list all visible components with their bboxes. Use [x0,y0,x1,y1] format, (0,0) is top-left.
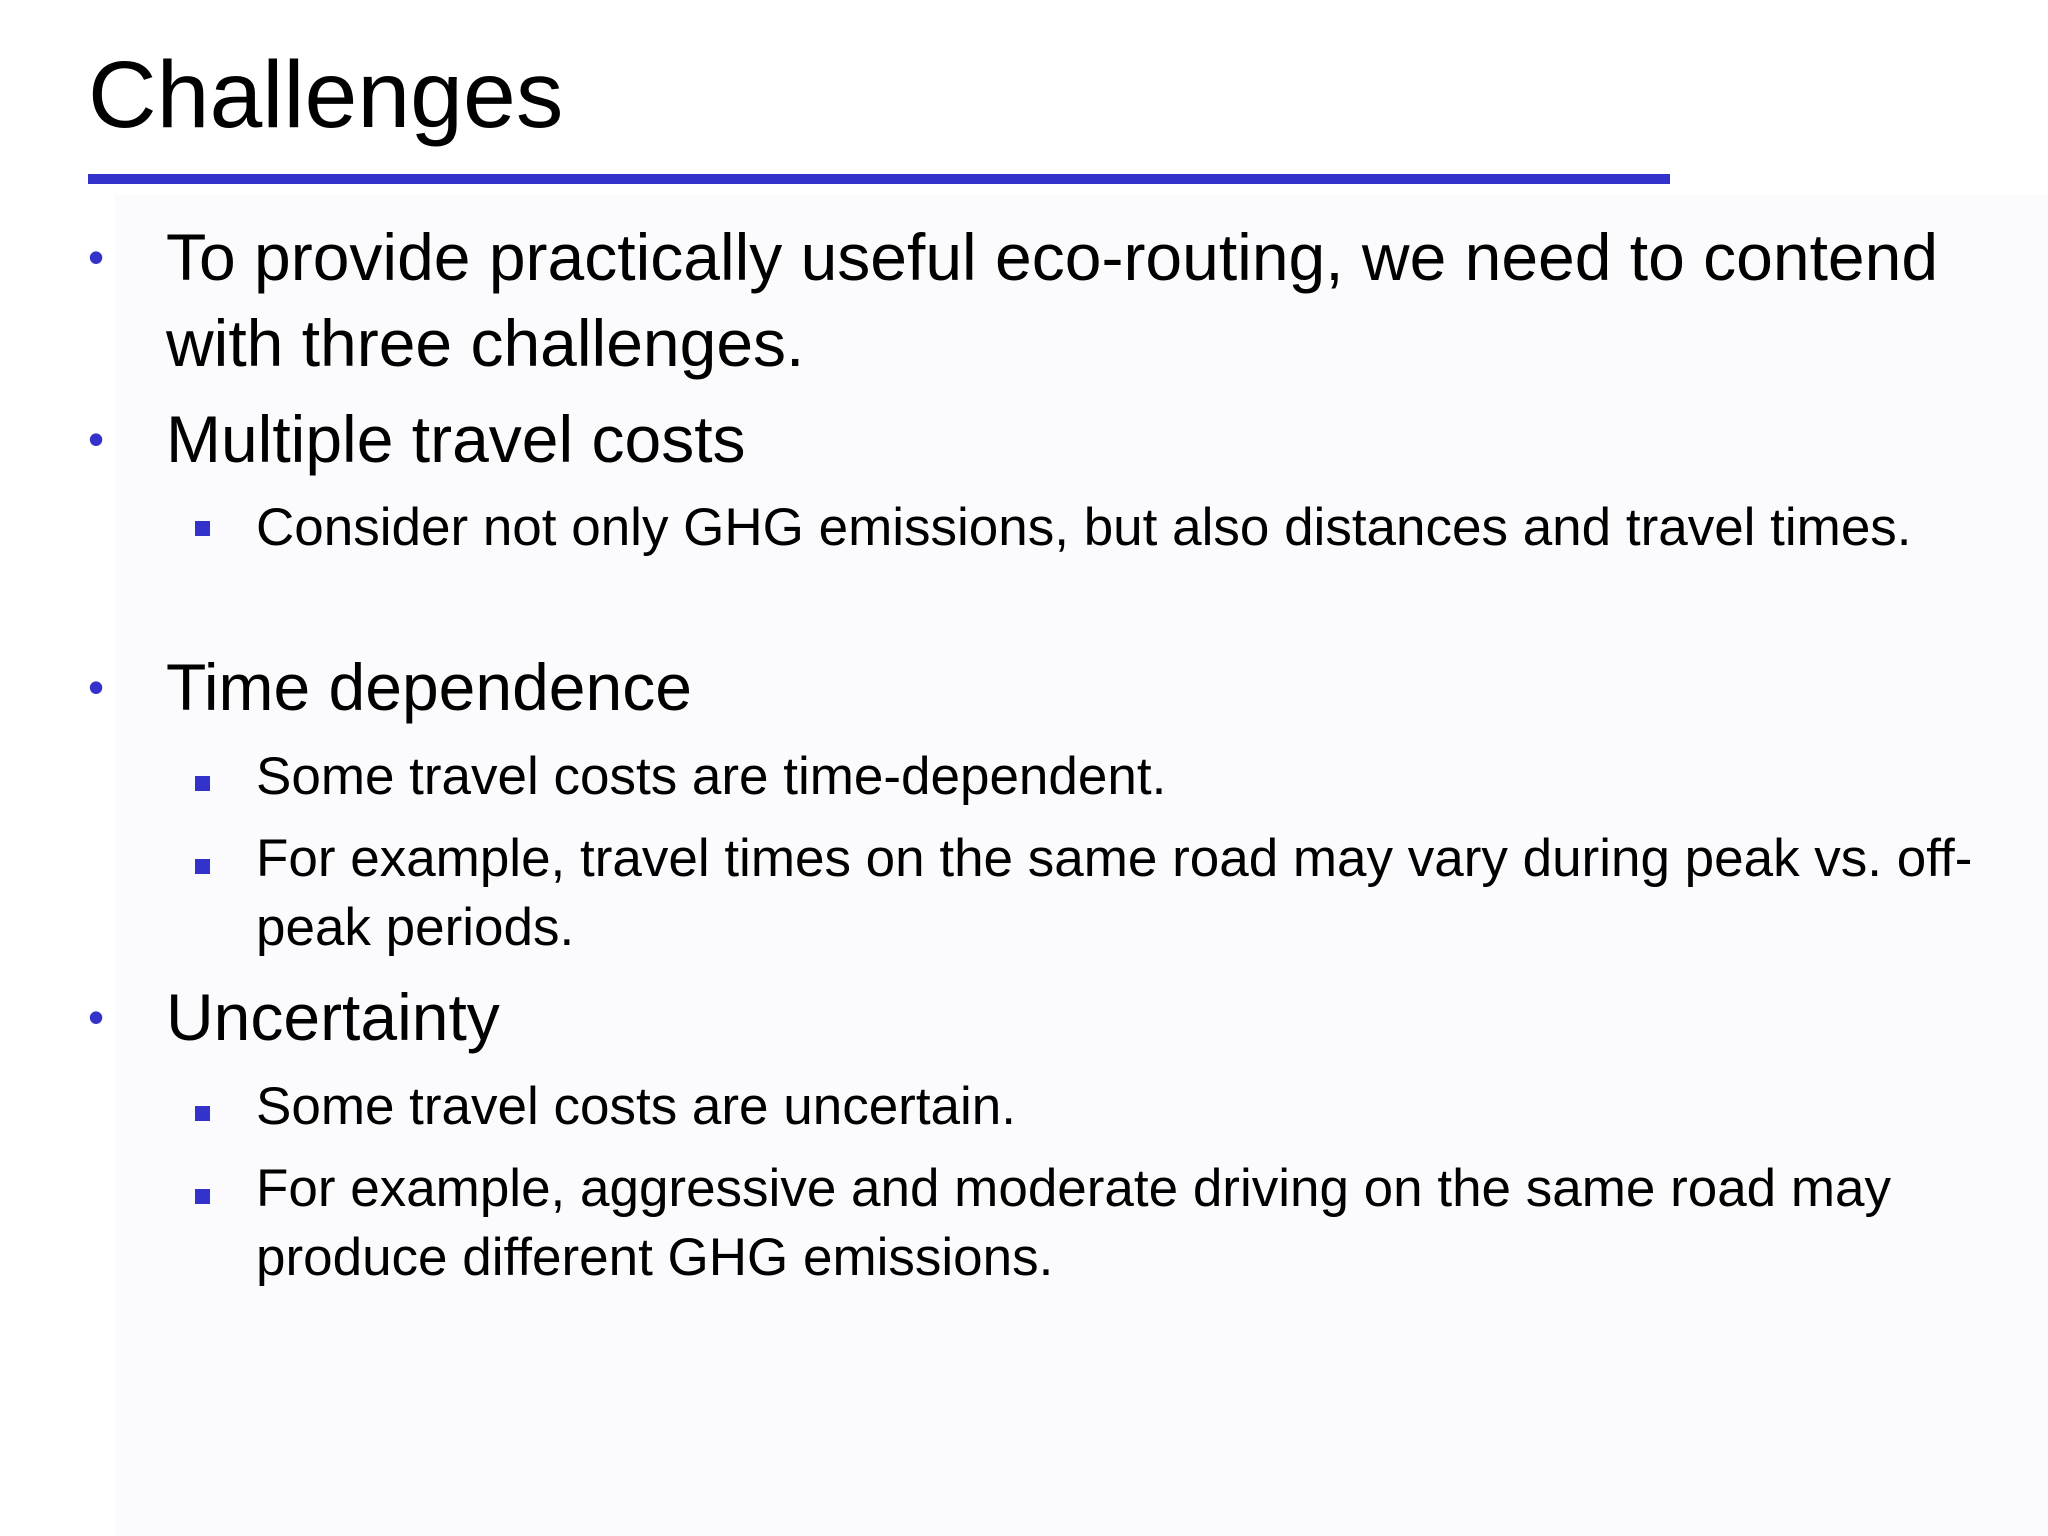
bullet-text: To provide practically useful eco-routing, we need to contend with three challenges. [166,220,1939,380]
bullet-dot-icon: • [88,991,105,1043]
bullet-text: Multiple travel costs [166,402,746,476]
square-bullet-icon [195,1189,210,1204]
square-bullet-icon [195,776,210,791]
square-bullet-icon [195,521,210,536]
subbullet-text: For example, travel times on the same road may vary during peak vs. off-peak periods. [256,829,1973,957]
bullet-text: Uncertainty [166,980,500,1054]
title-underline [88,174,1670,184]
square-bullet-icon [195,1106,210,1121]
slide-title: Challenges [88,42,564,148]
subbullet-text: Some travel costs are time-dependent. [256,747,1167,806]
bullet-dot-icon: • [88,413,105,465]
square-bullet-icon [195,859,210,874]
bullet-dot-icon: • [88,231,105,283]
subbullet-text: Consider not only GHG emissions, but also distances and travel times. [256,498,1912,557]
subbullet-text: Some travel costs are uncertain. [256,1077,1017,1136]
subbullet-text: For example, aggressive and moderate driving on the same road may produce different GHG emissions. [256,1159,1892,1287]
bullet-dot-icon: • [88,661,105,713]
bullet-text: Time dependence [166,650,692,724]
